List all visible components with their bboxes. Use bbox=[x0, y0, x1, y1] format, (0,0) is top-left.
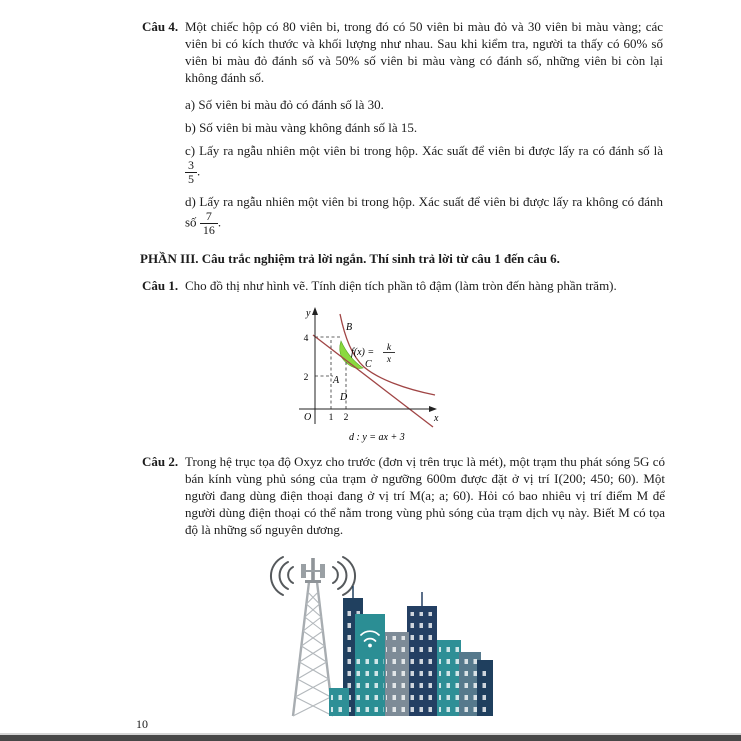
y-axis-arrow bbox=[312, 307, 318, 315]
tower-illustration bbox=[255, 548, 495, 718]
cau4-intro: Một chiếc hộp có 80 viên bi, trong đó có 50 viên bi màu đỏ và 30 viên bi màu vàng; các viên bi có kích thước và khối lượng như nhau. Sau khi kiểm tra, người ta thấy có 60% số viên bi màu đỏ đánh số và 50% số viên bi màu vàng có đánh số, những viên bi còn lại không đánh số. bbox=[185, 19, 663, 85]
point-A-label: A bbox=[333, 375, 340, 386]
section-heading-phan3: PHẦN III. Câu trắc nghiệm trả lời ngắn. Thí sinh trả lời từ câu 1 đến câu 6. bbox=[140, 251, 560, 266]
point-D-label: D bbox=[340, 392, 348, 403]
cau1-text: Cho đồ thị như hình vẽ. Tính diện tích phần tô đậm (làm tròn đến hàng phần trăm). bbox=[185, 278, 617, 293]
line-d-label: d : y = ax + 3 bbox=[349, 432, 405, 443]
cau4-item-c-suffix: . bbox=[197, 163, 201, 179]
cau4-item-d bbox=[185, 193, 663, 237]
cau4-item-c bbox=[185, 142, 663, 186]
origin-label: O bbox=[304, 412, 312, 423]
cau4-item-d-text: d) Lấy ra ngẫu nhiên một viên bi trong hộp. Xác suất để viên bi được lấy ra không có đánh số bbox=[185, 194, 663, 230]
x-axis-arrow bbox=[429, 406, 437, 412]
point-B-label: B bbox=[346, 322, 353, 333]
function-frac-num: k bbox=[386, 343, 392, 353]
x-tick-2: 2 bbox=[343, 413, 349, 423]
function-label bbox=[351, 343, 395, 365]
function-frac-den: x bbox=[386, 355, 392, 365]
cau1-graph-figure bbox=[293, 304, 445, 450]
page-number: 10 bbox=[136, 717, 148, 731]
point-C-label: C bbox=[365, 359, 372, 370]
cau2-label: Câu 2. bbox=[142, 454, 179, 469]
fraction-three-fifths: $\frac{3}{5}$ bbox=[185, 159, 197, 186]
x-axis-label: x bbox=[434, 413, 439, 424]
transmission-tower bbox=[293, 558, 333, 716]
y-tick-4: 4 bbox=[303, 334, 309, 344]
y-tick-2: 2 bbox=[303, 373, 309, 383]
cau1-label: Câu 1. bbox=[142, 278, 179, 293]
cau4-item-c-text: c) Lấy ra ngẫu nhiên một viên bi trong hộp. Xác suất để viên bi được lấy ra có đánh số là bbox=[185, 143, 663, 158]
function-label-prefix: f(x) = bbox=[351, 347, 375, 358]
cau4-item-b: b) Số viên bi màu vàng không đánh số là 15. bbox=[185, 120, 418, 135]
cau4-item-a: a) Số viên bi màu đỏ có đánh số là 30. bbox=[185, 97, 384, 112]
y-axis-label: y bbox=[306, 308, 311, 319]
cau4-item-d-suffix: . bbox=[217, 214, 222, 230]
x-tick-1: 1 bbox=[328, 413, 334, 423]
city-buildings bbox=[329, 586, 493, 716]
page-bottom-edge bbox=[0, 733, 741, 741]
fraction-seven-sixteenths: $\frac{7}{16}$ bbox=[200, 210, 218, 237]
cau2-text: Trong hệ trục tọa độ Oxyz cho trước (đơn vị trên trục là mét), một trạm thu phát sóng 5G có bán kính vùng phủ sóng của trạm ở ngưỡng 600m được đặt ở vị trí I(200; 450; 60). Một người đang dùng điện thoại đang ở vị trí M(a; a; 60). Hỏi có bao nhiêu vị trí điểm M để người dùng điện thoại có thể nằm trong vùng phủ sóng của trạm dịch vụ này. Biết M có tọa độ là những số nguyên dương. bbox=[185, 454, 665, 537]
cau4-label: Câu 4. bbox=[142, 19, 179, 34]
